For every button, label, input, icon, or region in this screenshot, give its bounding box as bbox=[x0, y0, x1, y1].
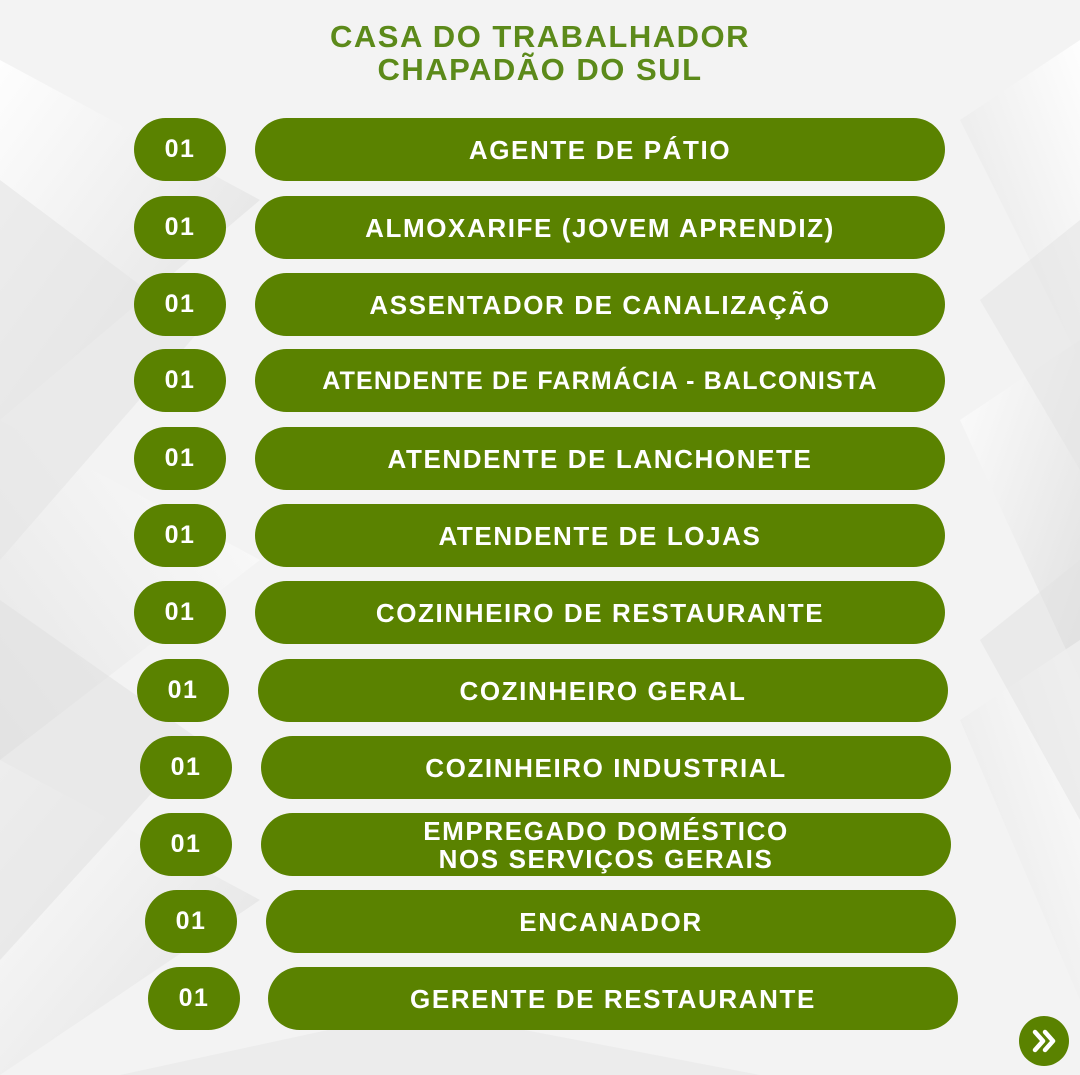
job-title-pill bbox=[255, 504, 945, 567]
job-row bbox=[0, 504, 1080, 567]
job-title-line: COZINHEIRO GERAL bbox=[459, 675, 747, 706]
job-title-pill bbox=[255, 581, 945, 644]
job-row bbox=[0, 349, 1080, 412]
page-title bbox=[0, 20, 1080, 86]
job-title-line: NOS SERVIÇOS GERAIS bbox=[438, 843, 774, 874]
job-row bbox=[0, 967, 1080, 1030]
job-title-line: ENCANADOR bbox=[519, 906, 703, 937]
job-title-pill bbox=[255, 118, 945, 181]
job-count-badge: 01 bbox=[148, 967, 240, 1030]
job-count-badge: 01 bbox=[134, 581, 226, 644]
job-count-badge: 01 bbox=[140, 736, 232, 799]
job-title-pill bbox=[255, 349, 945, 412]
job-title-pill bbox=[258, 659, 948, 722]
job-count-badge: 01 bbox=[134, 118, 226, 181]
job-title-pill bbox=[261, 813, 951, 876]
title-line-1: CASA DO TRABALHADOR bbox=[330, 19, 750, 54]
double-chevron-right-icon bbox=[1029, 1026, 1059, 1056]
job-row bbox=[0, 427, 1080, 490]
job-title-pill bbox=[268, 967, 958, 1030]
job-row bbox=[0, 118, 1080, 181]
job-title-line: ATENDENTE DE LOJAS bbox=[438, 520, 762, 551]
job-count-badge: 01 bbox=[145, 890, 237, 953]
job-title-pill bbox=[255, 427, 945, 490]
job-count-badge: 01 bbox=[134, 196, 226, 259]
job-row bbox=[0, 581, 1080, 644]
job-row bbox=[0, 736, 1080, 799]
title-line-2: CHAPADÃO DO SUL bbox=[377, 52, 703, 87]
job-title-line: ATENDENTE DE LANCHONETE bbox=[387, 443, 813, 474]
job-count-badge: 01 bbox=[140, 813, 232, 876]
job-title-pill bbox=[255, 196, 945, 259]
job-row bbox=[0, 196, 1080, 259]
job-title-pill bbox=[266, 890, 956, 953]
job-title-line: EMPREGADO DOMÉSTICO bbox=[423, 815, 789, 846]
job-row bbox=[0, 273, 1080, 336]
job-title-pill bbox=[255, 273, 945, 336]
job-title-line: AGENTE DE PÁTIO bbox=[468, 134, 732, 165]
job-title-line: GERENTE DE RESTAURANTE bbox=[410, 983, 816, 1014]
job-row bbox=[0, 890, 1080, 953]
job-title-line: ALMOXARIFE (JOVEM APRENDIZ) bbox=[365, 212, 835, 243]
job-row bbox=[0, 813, 1080, 876]
job-title-line: COZINHEIRO INDUSTRIAL bbox=[425, 752, 787, 783]
job-count-badge: 01 bbox=[134, 273, 226, 336]
job-count-badge: 01 bbox=[137, 659, 229, 722]
job-title-line: ASSENTADOR DE CANALIZAÇÃO bbox=[369, 289, 831, 320]
job-title-pill bbox=[261, 736, 951, 799]
job-row bbox=[0, 659, 1080, 722]
job-count-badge: 01 bbox=[134, 504, 226, 567]
job-count-badge: 01 bbox=[134, 349, 226, 412]
job-title-line: COZINHEIRO DE RESTAURANTE bbox=[375, 597, 825, 628]
job-title-line: ATENDENTE DE FARMÁCIA - BALCONISTA bbox=[322, 366, 878, 395]
job-count-badge: 01 bbox=[134, 427, 226, 490]
next-page-button[interactable] bbox=[1019, 1016, 1069, 1066]
